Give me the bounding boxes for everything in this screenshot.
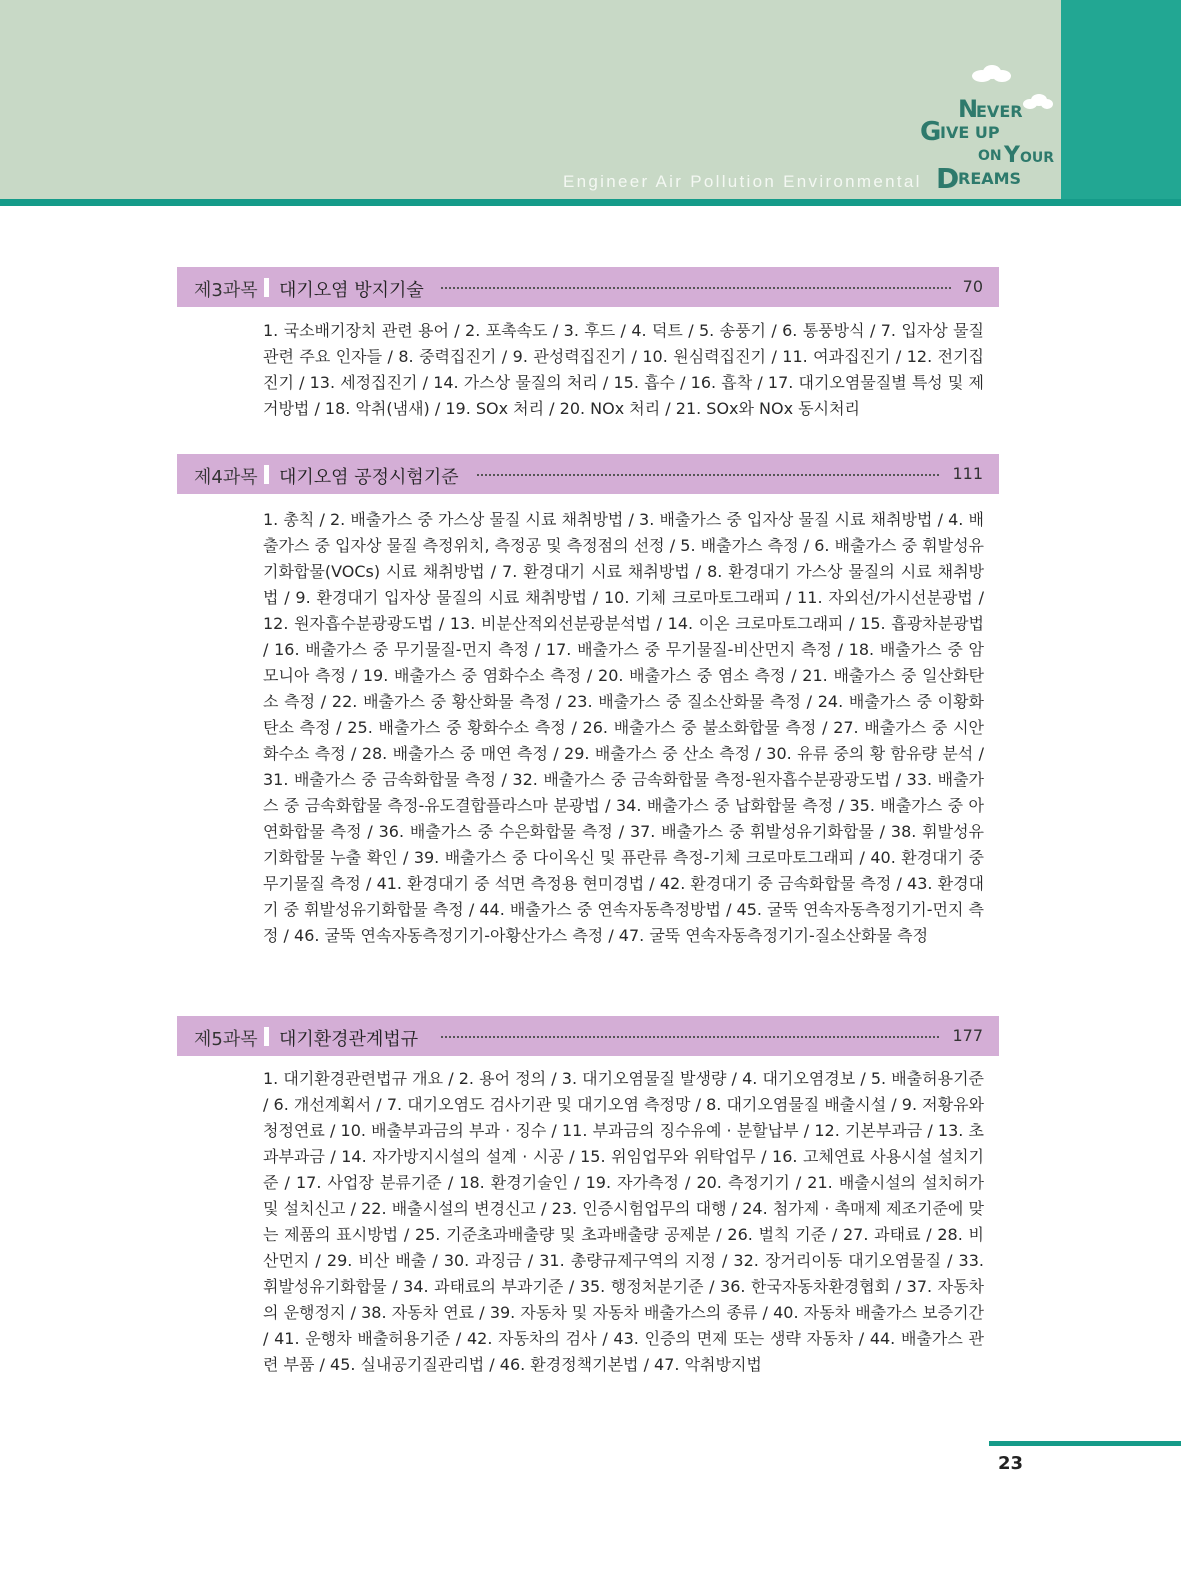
leader-dots xyxy=(477,474,939,476)
section-title: 대기환경관계법규 xyxy=(279,1029,419,1050)
leader-dots xyxy=(441,287,951,289)
footer-divider xyxy=(989,1441,1181,1446)
svg-text:ON: ON xyxy=(978,148,1002,164)
section-number: 제5과목 xyxy=(194,1029,258,1050)
svg-text:OUR: OUR xyxy=(1020,150,1055,166)
section-separator xyxy=(264,278,269,297)
section-header xyxy=(177,454,999,494)
dreams-logo xyxy=(920,62,1070,194)
section-page-number: 70 xyxy=(962,277,983,296)
svg-text:EVER: EVER xyxy=(976,102,1023,121)
section-header xyxy=(177,267,999,307)
section-number: 제4과목 xyxy=(194,467,258,488)
svg-text:D: D xyxy=(936,162,960,194)
svg-text:Y: Y xyxy=(1004,143,1020,168)
header-tagline: Engineer Air Pollution Environmental xyxy=(563,172,922,191)
svg-text:IVE UP: IVE UP xyxy=(940,123,1000,142)
section-separator xyxy=(264,1027,269,1046)
section-title: 대기오염 공정시험기준 xyxy=(279,467,459,488)
section-title: 대기오염 방지기술 xyxy=(279,280,424,301)
header-accent-block xyxy=(1061,0,1181,199)
page-number: 23 xyxy=(998,1453,1024,1474)
leader-dots xyxy=(441,1036,939,1038)
section-separator xyxy=(264,465,269,484)
section-page-number: 177 xyxy=(952,1026,983,1045)
section-contents: 1. 총칙 / 2. 배출가스 중 가스상 물질 시료 채취방법 / 3. 배출가스 중 입자상 물질 시료 채취방법 / 4. 배출가스 중 입자상 물질 측정위치, 측정공 및 측정점의 선정 / 5. 배출가스 측정 / 6. 배출가스 중 휘발성유기화합물(VOCs) 시료 채취방법 / 7. 환경대기 시료 채취방법 / 8. 환경대기 가스상 물질의 시료 채취방법 / 9. 환경대기 입자상 물질의 시료 채취방법 / 10. 기체 크로마토그래피 / 11. 자외선/가시선분광법 / 12. 원자흡수분광광도법 / 13. 비분산적외선분광분석법 / 14. 이온 크로마토그래피 / 15. 흡광차분광법 / 16. 배출가스 중 무기물질-먼지 측정 / 17. 배출가스 중 무기물질-비산먼지 측정 / 18. 배출가스 중 암모니아 측정 / 19. 배출가스 중 염화수소 측정 / 20. 배출가스 중 염소 측정 / 21. 배출가스 중 일산화탄소 측정 / 22. 배출가스 중 황산화물 측정 / 23. 배출가스 중 질소산화물 측정 / 24. 배출가스 중 이황화탄소 측정 / 25. 배출가스 중 황화수소 측정 / 26. 배출가스 중 불소화합물 측정 / 27. 배출가스 중 시안화수소 측정 / 28. 배출가스 중 매연 측정 / 29. 배출가스 중 산소 측정 / 30. 유류 중의 황 함유량 분석 / 31. 배출가스 중 금속화합물 측정 / 32. 배출가스 중 금속화합물 측정-원자흡수분광광도법 / 33. 배출가스 중 금속화합물 측정-유도결합플라스마 분광법 / 34. 배출가스 중 납화합물 측정 / 35. 배출가스 중 아연화합물 측정 / 36. 배출가스 중 수은화합물 측정 / 37. 배출가스 중 휘발성유기화합물 / 38. 휘발성유기화합물 누출 확인 / 39. 배출가스 중 다이옥신 및 퓨란류 측정-기체 크로마토그래피 / 40. 환경대기 중 무기물질 측정 / 41. 환경대기 중 석면 측정용 현미경법 / 42. 환경대기 중 금속화합물 측정 / 43. 환경대기 중 휘발성유기화합물 측정 / 44. 배출가스 중 연속자동측정방법 / 45. 굴뚝 연속자동측정기기-먼지 측정 / 46. 굴뚝 연속자동측정기기-아황산가스 측정 / 47. 굴뚝 연속자동측정기기-질소산화물 측정 xyxy=(263,510,984,945)
section-header xyxy=(177,1016,999,1056)
section-number: 제3과목 xyxy=(194,280,258,301)
svg-text:G: G xyxy=(920,117,942,147)
section-contents: 1. 국소배기장치 관련 용어 / 2. 포촉속도 / 3. 후드 / 4. 덕트 / 5. 송풍기 / 6. 통풍방식 / 7. 입자상 물질 관련 주요 인자들 / 8. 중력집진기 / 9. 관성력집진기 / 10. 원심력집진기 / 11. 여과집진기 / 12. 전기집진기 / 13. 세정집진기 / 14. 가스상 물질의 처리 / 15. 흡수 / 16. 흡착 / 17. 대기오염물질별 특성 및 제거방법 / 18. 악취(냄새) / 19. SOx 처리 / 20. NOx 처리 / 21. SOx와 NOx 동시처리 xyxy=(263,321,984,418)
header-band xyxy=(0,0,1061,199)
section-page-number: 111 xyxy=(952,464,983,483)
svg-text:N: N xyxy=(958,95,979,123)
section-contents: 1. 대기환경관련법규 개요 / 2. 용어 정의 / 3. 대기오염물질 발생량 / 4. 대기오염경보 / 5. 배출허용기준 / 6. 개선계획서 / 7. 대기오염도 검사기관 및 대기오염 측정망 / 8. 대기오염물질 배출시설 / 9. 저황유와 청정연료 / 10. 배출부과금의 부과 · 징수 / 11. 부과금의 징수유예 · 분할납부 / 12. 기본부과금 / 13. 초과부과금 / 14. 자가방지시설의 설계 · 시공 / 15. 위임업무와 위탁업무 / 16. 고체연료 사용시설 설치기준 / 17. 사업장 분류기준 / 18. 환경기술인 / 19. 자가측정 / 20. 측정기기 / 21. 배출시설의 설치허가 및 설치신고 / 22. 배출시설의 변경신고 / 23. 인증시험업무의 대행 / 24. 첨가제 · 촉매제 제조기준에 맞는 제품의 표시방법 / 25. 기준초과배출량 및 초과배출량 공제분 / 26. 벌칙 기준 / 27. 과태료 / 28. 비산먼지 / 29. 비산 배출 / 30. 과징금 / 31. 총량규제구역의 지정 / 32. 장거리이동 대기오염물질 / 33. 휘발성유기화합물 / 34. 과태료의 부과기준 / 35. 행정처분기준 / 36. 한국자동차환경협회 / 37. 자동차의 운행정지 / 38. 자동차 연료 / 39. 자동차 및 자동차 배출가스의 종류 / 40. 자동차 배출가스 보증기간 / 41. 운행차 배출허용기준 / 42. 자동차의 검사 / 43. 인증의 면제 또는 생략 자동차 / 44. 배출가스 관련 부품 / 45. 실내공기질관리법 / 46. 환경정책기본법 / 47. 악취방지법 xyxy=(263,1069,984,1374)
header-divider xyxy=(0,199,1181,206)
svg-text:REAMS: REAMS xyxy=(958,169,1022,188)
